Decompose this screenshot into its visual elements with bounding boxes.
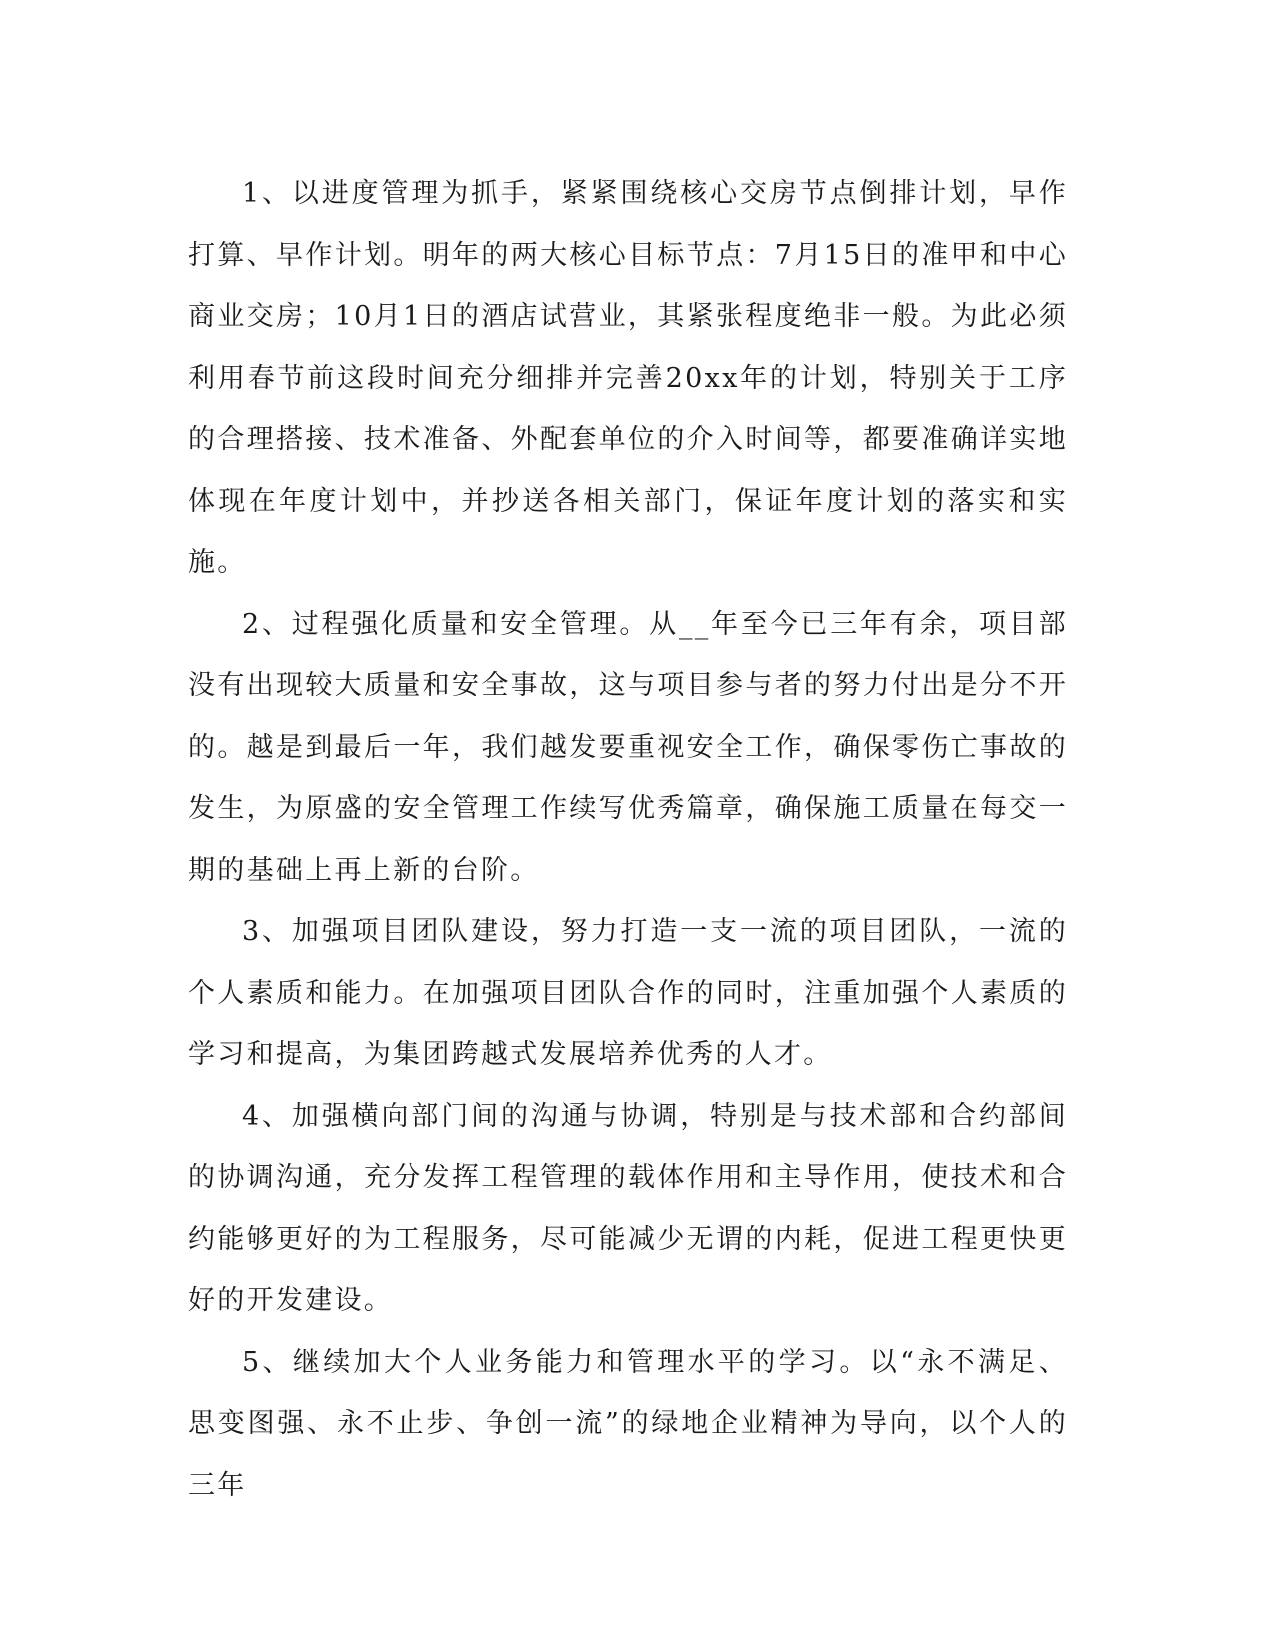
paragraph-3: 3、加强项目团队建设，努力打造一支一流的项目团队，一流的个人素质和能力。在加强项目团队合作的同时，注重加强个人素质的学习和提高，为集团跨越式发展培养优秀的人才。 (188, 916, 1068, 1070)
paragraph-1: 1、以进度管理为抓手，紧紧围绕核心交房节点倒排计划，早作打算、早作计划。明年的两大核心目标节点：7月15日的准甲和中心商业交房；10月1日的酒店试营业，其紧张程度绝非一般。为此必须利用春节前这段时间充分细排并完善20xx年的计划，特别关于工序的合理搭接、技术准备、外配套单位的介入时间等，都要准确详实地体现在年度计划中，并抄送各相关部门，保证年度计划的落实和实施。 (188, 178, 1068, 578)
paragraph-2: 2、过程强化质量和安全管理。从__年至今已三年有余，项目部没有出现较大质量和安全事故，这与项目参与者的努力付出是分不开的。越是到最后一年，我们越发要重视安全工作，确保零伤亡事故的发生，为原盛的安全管理工作续写优秀篇章，确保施工质量在每交一期的基础上再上新的台阶。 (188, 608, 1068, 886)
paragraph-5: 5、继续加大个人业务能力和管理水平的学习。以“永不满足、思变图强、永不止步、争创一流”的绿地企业精神为导向，以个人的三年 (188, 1346, 1068, 1501)
paragraph-4: 4、加强横向部门间的沟通与协调，特别是与技术部和合约部间的协调沟通，充分发挥工程管理的载体作用和主导作用，使技术和合约能够更好的为工程服务，尽可能减少无谓的内耗，促进工程更快更好的开发建设。 (188, 1100, 1068, 1316)
document-body (188, 163, 1068, 1516)
